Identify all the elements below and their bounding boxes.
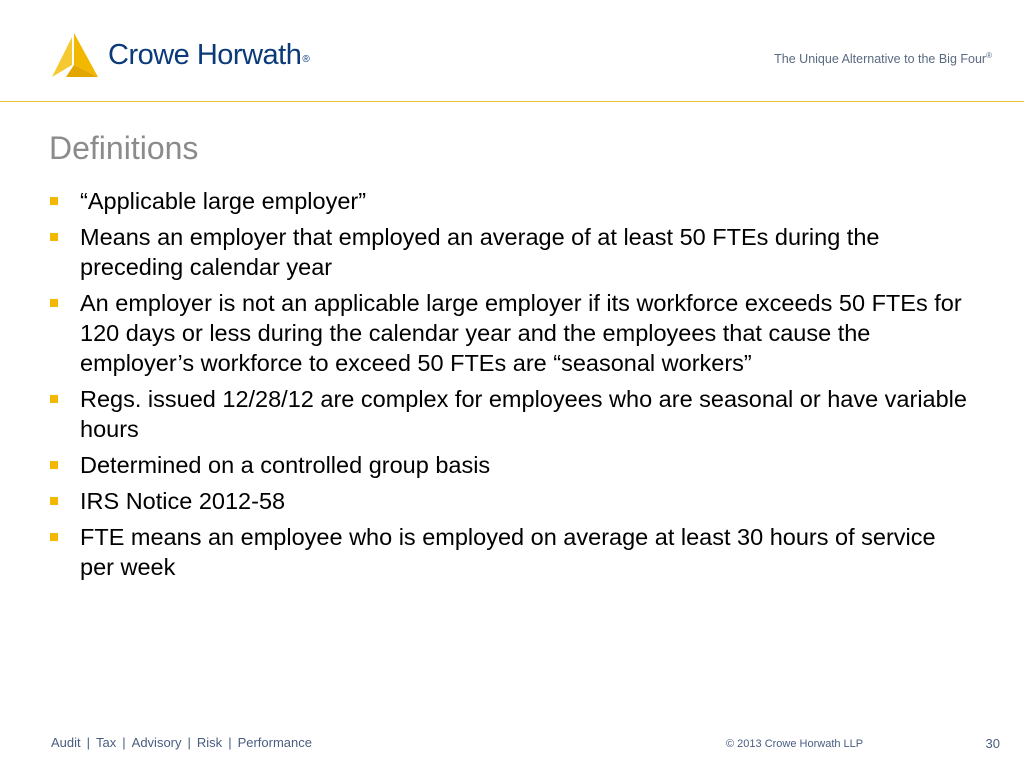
- crowe-horwath-logo: [48, 30, 309, 80]
- slide-title: Definitions: [49, 130, 199, 166]
- square-bullet-icon: [50, 233, 58, 241]
- square-bullet-icon: [50, 497, 58, 505]
- square-bullet-icon: [50, 461, 58, 469]
- footer-link-risk: Risk: [196, 735, 223, 750]
- footer-copyright: © 2013 Crowe Horwath LLP: [726, 738, 864, 750]
- square-bullet-icon: [50, 533, 58, 541]
- list-item: Means an employer that employed an average of at least 50 FTEs during the preceding calendar year: [48, 222, 968, 282]
- bullet-list: [48, 186, 968, 588]
- header-tagline: The Unique Alternative to the Big Four®: [774, 51, 992, 67]
- footer-link-audit: Audit: [51, 735, 81, 750]
- logo-wordmark: Crowe Horwath®: [108, 38, 310, 71]
- header-divider: [0, 101, 1024, 102]
- list-item: Determined on a controlled group basis: [48, 450, 968, 480]
- footer-link-tax: Tax: [96, 735, 117, 750]
- square-bullet-icon: [50, 197, 58, 205]
- footer-link-performance: Performance: [237, 735, 312, 750]
- square-bullet-icon: [50, 299, 58, 307]
- list-item: Regs. issued 12/28/12 are complex for employees who are seasonal or have variable hours: [48, 384, 968, 444]
- footer-service-lines: Audit | Tax | Advisory | Risk | Performance: [51, 735, 312, 750]
- list-item: An employer is not an applicable large employer if its workforce exceeds 50 FTEs for 120 days or less during the calendar year and the employees that cause the employer’s workforce to exceed 50 FTEs are “seasonal workers”: [48, 288, 968, 378]
- square-bullet-icon: [50, 395, 58, 403]
- gold-sail-icon: [48, 31, 100, 79]
- list-item: “Applicable large employer”: [48, 186, 968, 216]
- footer-link-advisory: Advisory: [131, 735, 182, 750]
- page-number: 30: [985, 736, 1000, 751]
- list-item: FTE means an employee who is employed on average at least 30 hours of service per week: [48, 522, 968, 582]
- list-item: IRS Notice 2012-58: [48, 486, 968, 516]
